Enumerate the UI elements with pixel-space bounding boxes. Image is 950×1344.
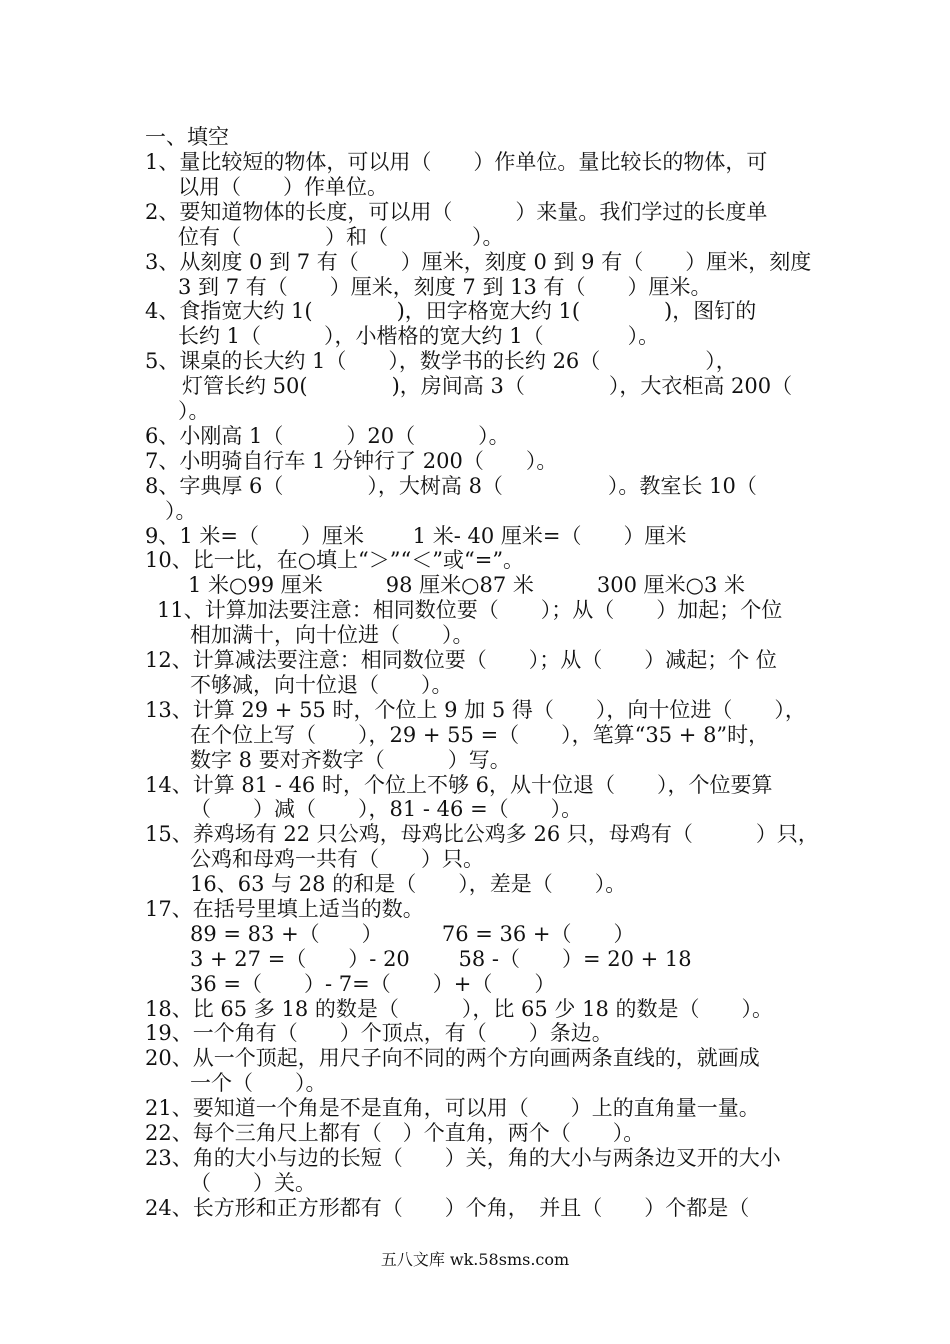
question-line: 4、食指宽大约 1( )，田字格宽大约 1( )，图钉的 [145,299,757,323]
question-line: 6、小刚高 1（ ）20（ ）。 [145,424,510,448]
question-line: ）。 [178,399,210,423]
question-line: 13、计算 29 + 55 时，个位上 9 加 5 得（ ），向十位进（ ）， [145,698,806,722]
question-line: 在个位上写（ ），29 + 55 =（ ），笔算“35 + 8”时， [190,723,770,747]
question-line: 灯管长约 50( )，房间高 3（ ），大衣柜高 200（ [182,374,793,398]
question-line: 16、63 与 28 的和是（ ），差是（ ）。 [190,872,627,896]
question-line: 9、1 米=（ ）厘米 1 米- 40 厘米=（ ）厘米 [145,524,687,548]
question-line: 17、在括号里填上适当的数。 [145,897,424,921]
question-line: 12、计算减法要注意：相同数位要（ ）；从（ ）减起；个 位 [145,648,777,672]
question-line: 11、计算加法要注意：相同数位要（ ）；从（ ）加起；个位 [157,598,783,622]
question-line: 1、量比较短的物体，可以用（ ）作单位。量比较长的物体，可 [145,150,768,174]
question-line: 36 =（ ）- 7=（ ）+（ ） [190,972,556,996]
question-line: 14、计算 81 - 46 时，个位上不够 6，从十位退（ ），个位要算 [145,773,773,797]
question-line: ）。 [165,499,197,523]
question-line: 数字 8 要对齐数字（ ）写。 [190,748,511,772]
footer-watermark: 五八文库 wk.58sms.com [380,1250,570,1269]
question-line: 3、从刻度 0 到 7 有（ ）厘米，刻度 0 到 9 有（ ）厘米，刻度 [145,250,812,274]
question-line: 10、比一比，在○填上“＞”“＜”或“=”。 [145,548,525,572]
question-line: （ ）关。 [190,1171,316,1195]
question-line: 1 米○99 厘米 98 厘米○87 米 300 厘米○3 米 [188,573,745,597]
question-line: 以用（ ）作单位。 [178,175,388,199]
question-line: 22、每个三角尺上都有（ ）个直角，两个（ ）。 [145,1121,645,1145]
question-line: 相加满十，向十位进（ ）。 [190,623,474,647]
question-line: 不够减，向十位退（ ）。 [190,673,453,697]
question-line: 21、要知道一个角是不是直角，可以用（ ）上的直角量一量。 [145,1096,760,1120]
question-line: 15、养鸡场有 22 只公鸡，母鸡比公鸡多 26 只，母鸡有（ ）只， [145,822,819,846]
question-line: 7、小明骑自行车 1 分钟行了 200（ ）。 [145,449,558,473]
question-line: 2、要知道物体的长度，可以用（ ）来量。我们学过的长度单 [145,200,768,224]
question-line: 位有（ ）和（ ）。 [178,225,504,249]
question-line: 24、长方形和正方形都有（ ）个角， 并且（ ）个都是（ [145,1196,750,1220]
question-line: 3 + 27 =（ ）- 20 58 -（ ）= 20 + 18 [190,947,692,971]
question-line: 长约 1（ ），小楷格的宽大约 1（ ）。 [178,324,660,348]
question-line: 18、比 65 多 18 的数是（ ），比 65 少 18 的数是（ ）。 [145,997,774,1021]
question-line: （ ）减（ ），81 - 46 =（ ）。 [190,797,583,821]
question-line: 23、角的大小与边的长短（ ）关，角的大小与两条边叉开的大小 [145,1146,781,1170]
question-line: 20、从一个顶起，用尺子向不同的两个方向画两条直线的，就画成 [145,1046,760,1070]
question-line: 3 到 7 有（ ）厘米，刻度 7 到 13 有（ ）厘米。 [178,275,712,299]
question-line: 一个（ ）。 [190,1071,327,1095]
question-line: 19、一个角有（ ）个顶点，有（ ）条边。 [145,1021,613,1045]
question-line: 公鸡和母鸡一共有（ ）只。 [190,847,484,871]
question-line: 8、字典厚 6（ ），大树高 8（ ）。教室长 10（ [145,474,757,498]
question-line: 5、课桌的长大约 1（ ），数学书的长约 26（ ）， [145,349,737,373]
question-line: 89 = 83 +（ ） 76 = 36 +（ ） [190,922,635,946]
section-title: 一、填空 [145,125,229,149]
